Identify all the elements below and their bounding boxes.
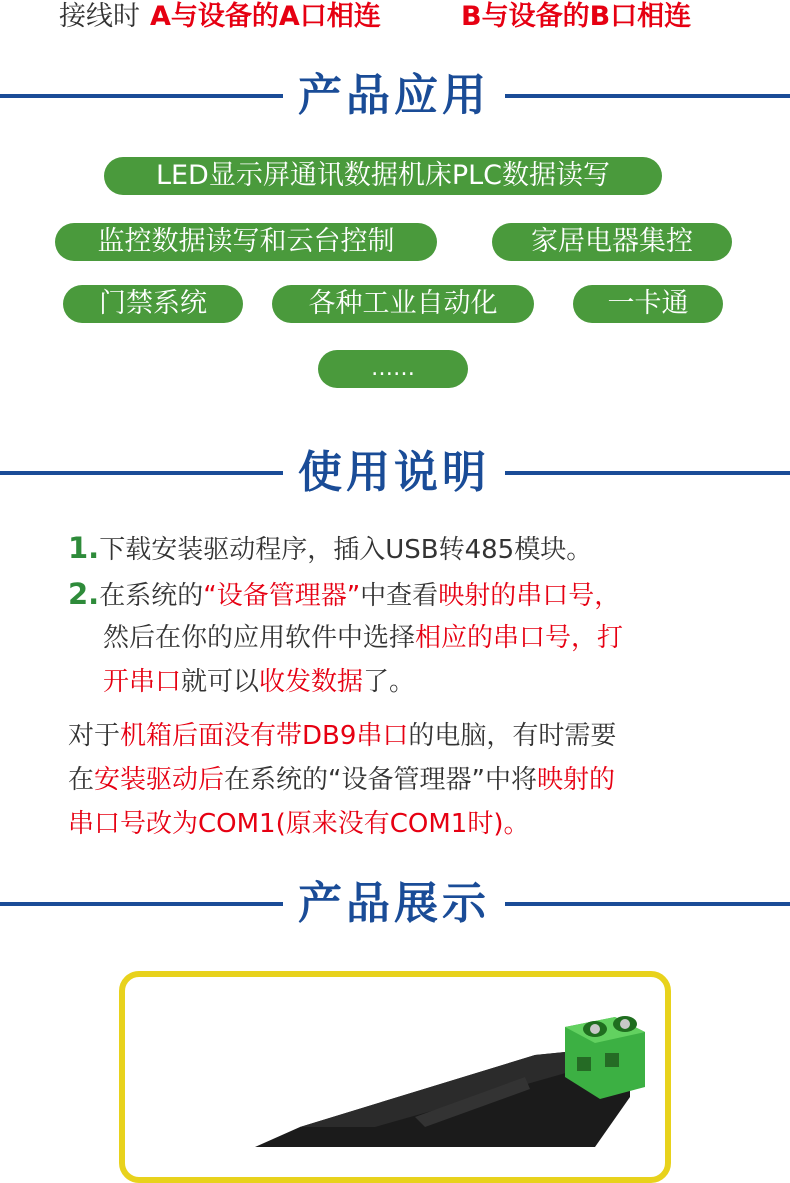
application-pill: 门禁系统 bbox=[63, 285, 243, 323]
instruction-step-2-line-2 bbox=[103, 616, 623, 660]
section-title: 产品应用 bbox=[298, 70, 490, 121]
step-text-highlight: 映射的串口号， bbox=[438, 581, 621, 611]
step-text-highlight: “设备管理器” bbox=[203, 581, 361, 611]
step-text: 在系统的 bbox=[99, 581, 204, 611]
step-text-highlight: 相应的串口号，打 bbox=[415, 623, 624, 653]
application-pill: 监控数据读写和云台控制 bbox=[55, 223, 437, 261]
note-text: 对于 bbox=[68, 721, 121, 751]
instruction-note-line-3 bbox=[68, 802, 529, 846]
divider-line bbox=[0, 902, 283, 906]
divider-line bbox=[0, 471, 283, 475]
section-title: 产品展示 bbox=[298, 878, 490, 929]
step-text: 然后在你的应用软件中选择 bbox=[103, 623, 416, 653]
wiring-note bbox=[0, 0, 790, 36]
step-number: 2. bbox=[68, 577, 100, 611]
divider-line bbox=[505, 94, 790, 98]
instruction-note-line-1 bbox=[68, 714, 616, 758]
section-header-instructions bbox=[0, 443, 790, 503]
product-image-frame bbox=[119, 971, 671, 1183]
note-text: 在 bbox=[68, 765, 95, 795]
step-text: 了。 bbox=[363, 667, 416, 697]
step-text: 就可以 bbox=[181, 667, 260, 697]
step-text: 中查看 bbox=[360, 581, 439, 611]
application-pill: 一卡通 bbox=[573, 285, 723, 323]
application-pill: 家居电器集控 bbox=[492, 223, 732, 261]
instruction-note-line-2 bbox=[68, 758, 615, 802]
section-header-application bbox=[0, 66, 790, 126]
note-text-highlight: 机箱后面没有带DB9串口 bbox=[120, 721, 409, 751]
instruction-step-1 bbox=[68, 526, 592, 572]
section-header-showcase bbox=[0, 874, 790, 934]
step-number: 1. bbox=[68, 531, 100, 565]
note-text-highlight: 串口号改为COM1(原来没有COM1时)。 bbox=[68, 809, 530, 839]
wiring-note-a: A与设备的A口相连 bbox=[150, 1, 381, 32]
divider-line bbox=[505, 471, 790, 475]
wiring-note-b: B与设备的B口相连 bbox=[461, 1, 692, 32]
wiring-note-prefix: 接线时 bbox=[59, 1, 140, 32]
instruction-step-2-line-3 bbox=[103, 660, 415, 704]
application-pill: …… bbox=[318, 350, 468, 388]
step-text-highlight: 收发数据 bbox=[259, 667, 364, 697]
instruction-step-2 bbox=[68, 572, 620, 618]
note-text: 在系统的“设备管理器”中将 bbox=[224, 765, 537, 795]
product-image bbox=[125, 977, 665, 1147]
divider-line bbox=[0, 94, 283, 98]
step-text-highlight: 开串口 bbox=[103, 667, 182, 697]
section-title: 使用说明 bbox=[298, 447, 490, 498]
note-text-highlight: 安装驱动后 bbox=[94, 765, 225, 795]
application-pill: LED显示屏通讯数据机床PLC数据读写 bbox=[104, 157, 662, 195]
note-text-highlight: 映射的 bbox=[536, 765, 615, 795]
step-text: 下载安装驱动程序，插入USB转485模块。 bbox=[99, 535, 593, 565]
divider-line bbox=[505, 902, 790, 906]
application-pill: 各种工业自动化 bbox=[272, 285, 534, 323]
note-text: 的电脑，有时需要 bbox=[408, 721, 617, 751]
